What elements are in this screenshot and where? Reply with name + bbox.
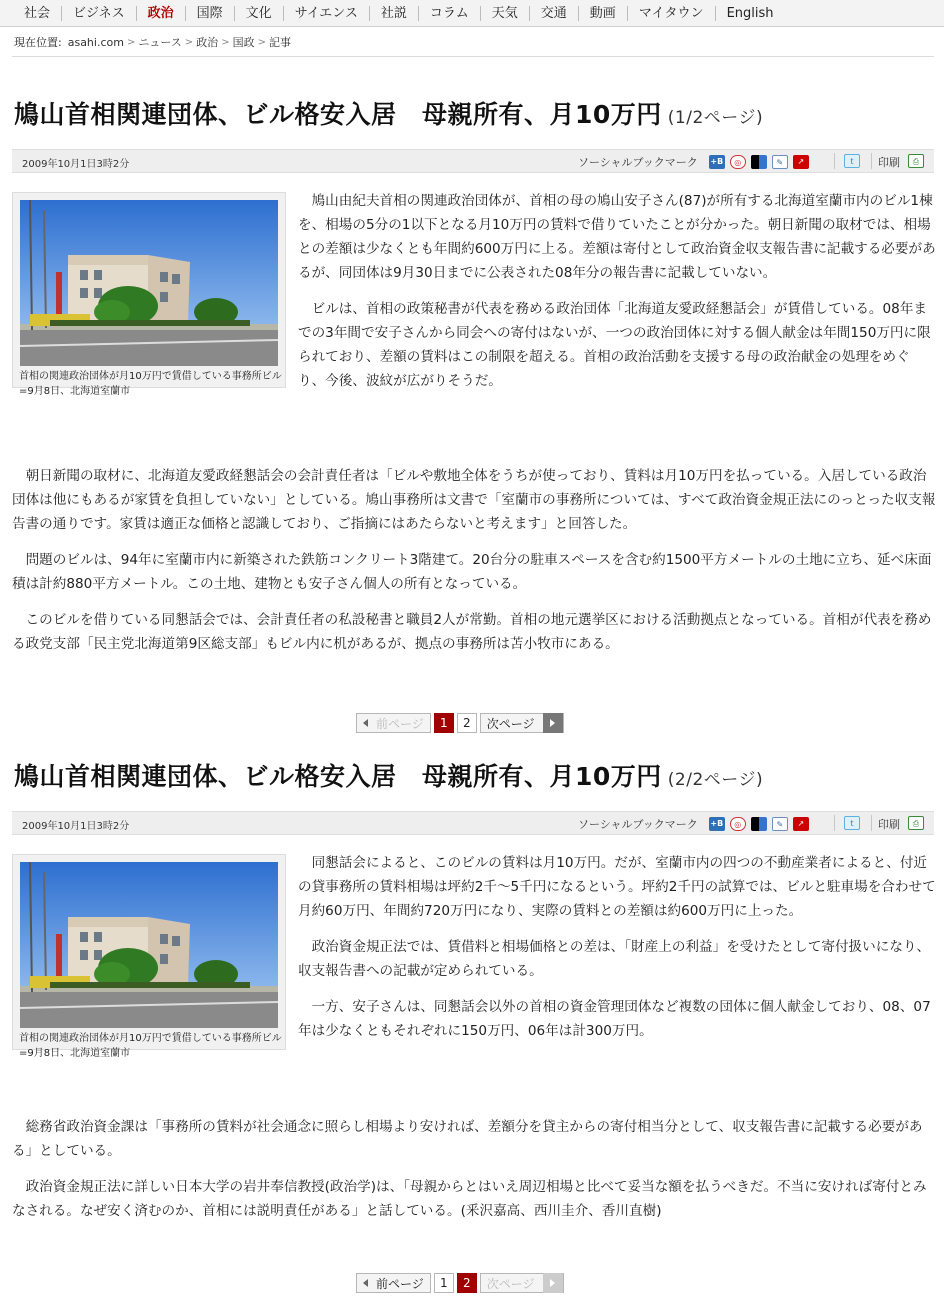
nav-item[interactable]: 文化 — [234, 6, 283, 21]
nifty-clip-icon[interactable]: ◎ — [730, 155, 746, 169]
buzzurl-icon[interactable]: ↗ — [793, 817, 809, 831]
photo-caption: 首相の関連政治団体が月10万円で賃借している事務所ビル=9月8日、北海道室蘭市 — [19, 371, 282, 397]
article-title-text: 鳩山首相関連団体、ビル格安入居 母親所有、月10万円 — [14, 762, 662, 791]
divider — [871, 153, 872, 169]
page-number: 2 — [457, 1273, 477, 1293]
page-number[interactable]: 1 — [434, 1273, 454, 1293]
arrow-left-icon — [363, 719, 368, 727]
next-page-button — [480, 1273, 564, 1293]
prev-page-button[interactable] — [356, 1273, 431, 1293]
page-indicator: (1/2ページ) — [667, 108, 764, 128]
article-date: 2009年10月1日3時2分 — [22, 821, 130, 832]
article-paragraph: このビルを借りている同懇話会では、会計責任者の私設秘書と職員2人が常勤。首相の地元選挙区における活動拠点となっている。首相が代表を務める政党支部「民主党北海道第9区総支部」もビル内に机があるが、拠点の事務所は苫小牧市にある。 — [12, 612, 932, 652]
print-link[interactable]: 印刷 — [878, 818, 900, 831]
nav-item[interactable]: サイエンス — [283, 6, 369, 21]
breadcrumb-item: 記事 — [268, 36, 291, 49]
page-number[interactable]: 2 — [457, 713, 477, 733]
breadcrumb-item[interactable]: 政治 — [196, 36, 219, 49]
article-title — [14, 95, 763, 131]
chevron-right-icon: > — [221, 36, 230, 48]
chevron-right-icon: > — [126, 36, 136, 48]
divider — [834, 153, 835, 169]
article-date: 2009年10月1日3時2分 — [22, 159, 130, 170]
article-paragraph: 総務省政治資金課は「事務所の賃料が社会通念に照らし相場より安ければ、差額分を貸主からの寄付相当分として、収支報告書に記載する必要がある」としている。 — [12, 1119, 923, 1159]
article-paragraph: 一方、安子さんは、同懇話会以外の首相の資金管理団体など複数の団体に個人献金しており、08、07年は少なくともそれぞれに150万円、06年は計300万円。 — [298, 999, 931, 1039]
arrow-right-icon — [543, 1273, 563, 1293]
next-page-label: 次ページ — [486, 1276, 535, 1291]
nav-item[interactable]: マイタウン — [627, 6, 715, 21]
nav-item[interactable]: 国際 — [185, 6, 234, 21]
pagination — [356, 1273, 564, 1293]
social-bookmark-label: ソーシャルブックマーク — [578, 156, 698, 169]
nav-item[interactable]: 社説 — [369, 6, 418, 21]
social-bookmarks — [578, 154, 809, 170]
article-meta-bar — [12, 149, 934, 173]
hatena-bookmark-icon[interactable]: +B — [709, 155, 725, 169]
article-body-side — [298, 189, 936, 393]
divider — [871, 815, 872, 831]
article-paragraph: 問題のビルは、94年に室蘭市内に新築された鉄筋コンクリート3階建て。20台分の駐車スペースを含む約1500平方メートルの土地に立ち、延べ床面積は計約880平方メートル。この土地、建物とも安子さん個人の所有となっている。 — [12, 552, 932, 592]
arrow-right-glyph — [550, 719, 555, 727]
hatena-bookmark-icon[interactable]: +B — [709, 817, 725, 831]
prev-page-button — [356, 713, 431, 733]
prev-page-label: 前ページ — [376, 1276, 424, 1291]
article-paragraph: 鳩山由紀夫首相の関連政治団体が、首相の母の鳩山安子さん(87)が所有する北海道室蘭市内のビル1棟を、相場の5分の1以下となる月10万円の賃料で借りていたことが分かった。朝日新聞の取材では、相場との差額は少なくとも年間約600万円に上る。差額は寄付として政治資金収支報告書に記載する必要があるが、同団体は9月30日までに公表された08年分の報告書に記載していない。 — [298, 193, 936, 281]
print-link[interactable]: 印刷 — [878, 156, 900, 169]
chevron-right-icon: > — [257, 36, 266, 48]
nav-item[interactable]: ビジネス — [61, 6, 136, 21]
photo-box — [12, 854, 286, 1059]
printer-icon[interactable]: ⎙ — [908, 816, 924, 830]
next-page-button[interactable] — [480, 713, 564, 733]
article-paragraph: 政治資金規正法では、賃借料と相場価格との差は、「財産上の利益」を受けたとして寄付扱いになり、収支報告書への記載が定められている。 — [298, 939, 931, 979]
page-number: 1 — [434, 713, 454, 733]
article-paragraph: 同懇話会によると、このビルの賃料は月10万円。だが、室蘭市内の四つの不動産業者によると、付近の貸事務所の賃料相場は坪約2千～5千円になるという。坪約2千円の試算では、ビルと駐車場を合わせて月約60万円、年間約720万円になり、実際の賃料との差額は約600万円に上った。 — [298, 855, 936, 919]
article-title — [14, 757, 763, 793]
social-bookmark-label: ソーシャルブックマーク — [578, 818, 698, 831]
next-page-label: 次ページ — [486, 716, 535, 731]
page-indicator: (2/2ページ) — [667, 770, 764, 790]
chevron-right-icon: > — [184, 36, 194, 48]
delicious-icon[interactable] — [751, 817, 767, 831]
prev-page-label: 前ページ — [376, 716, 424, 731]
arrow-right-glyph — [550, 1279, 555, 1287]
building-photo — [20, 200, 278, 366]
nav-item[interactable]: 社会 — [24, 5, 51, 21]
nav-item[interactable]: English — [715, 6, 785, 21]
article-meta-bar — [12, 811, 934, 835]
breadcrumb-item[interactable]: asahi.com — [67, 35, 124, 49]
livedoor-clip-icon[interactable]: ✎ — [772, 817, 788, 831]
divider — [12, 56, 934, 57]
article-page-2 — [0, 757, 944, 1307]
nav-item[interactable]: 交通 — [529, 6, 578, 21]
article-paragraph: 政治資金規正法に詳しい日本大学の岩井奉信教授(政治学)は、「母親からとはいえ周辺相場と比べて妥当な額を払うべきだ。不当に安ければ寄付とみなされる。なぜ安く済むのか、首相には説明責任がある」と話している。(釆沢嘉高、西川圭介、香川直樹) — [12, 1179, 927, 1219]
article-page-1 — [0, 95, 944, 745]
building-photo — [20, 862, 278, 1028]
photo-box — [12, 192, 286, 397]
breadcrumb — [14, 34, 291, 50]
buzzurl-icon[interactable]: ↗ — [793, 155, 809, 169]
article-paragraph: 朝日新聞の取材に、北海道友愛政経懇話会の会計責任者は「ビルや敷地全体をうちが使っており、賃料は月10万円を払っている。入居している政治団体は他にもあるが家賃を負担していない」としている。鳩山事務所は文書で「室蘭市の事務所については、すべて政治資金規正法にのっとった収支報告書の通りです。家賃は適正な価格と認識しており、ご指摘にはあたらないと考えます」と回答した。 — [12, 468, 936, 532]
article-paragraph: ビルは、首相の政策秘書が代表を務める政治団体「北海道友愛政経懇話会」が賃借している。08年までの3年間で安子さんから同会への寄付はないが、一つの政治団体に対する個人献金は年間150万円に限られており、差額の賃料はこの制限を超える。首相の政治活動を支援する母の政治献金の処理をめぐり、今後、波紋が広がりそうだ。 — [298, 301, 931, 389]
printer-icon[interactable]: ⎙ — [908, 154, 924, 168]
twitter-icon[interactable]: t — [844, 154, 860, 168]
breadcrumb-item[interactable]: 国政 — [232, 36, 255, 49]
breadcrumb-item[interactable]: ニュース — [138, 36, 182, 49]
arrow-left-icon — [363, 1279, 368, 1287]
livedoor-clip-icon[interactable]: ✎ — [772, 155, 788, 169]
article-body-side — [298, 851, 936, 1043]
nifty-clip-icon[interactable]: ◎ — [730, 817, 746, 831]
global-nav — [0, 0, 944, 27]
breadcrumb-label: 現在位置: — [14, 36, 62, 49]
article-body — [12, 464, 936, 668]
photo-caption: 首相の関連政治団体が月10万円で賃借している事務所ビル=9月8日、北海道室蘭市 — [19, 1033, 282, 1059]
article-title-text: 鳩山首相関連団体、ビル格安入居 母親所有、月10万円 — [14, 100, 662, 129]
arrow-right-icon — [543, 713, 563, 733]
twitter-icon[interactable]: t — [844, 816, 860, 830]
article-body — [12, 1115, 936, 1235]
nav-item[interactable]: 動画 — [578, 6, 627, 21]
nav-item[interactable]: 政治 — [136, 6, 185, 21]
pagination — [356, 713, 564, 733]
nav-item[interactable]: 天気 — [480, 6, 529, 21]
social-bookmarks — [578, 816, 809, 832]
divider — [834, 815, 835, 831]
delicious-icon[interactable] — [751, 155, 767, 169]
nav-item[interactable]: コラム — [418, 6, 480, 21]
